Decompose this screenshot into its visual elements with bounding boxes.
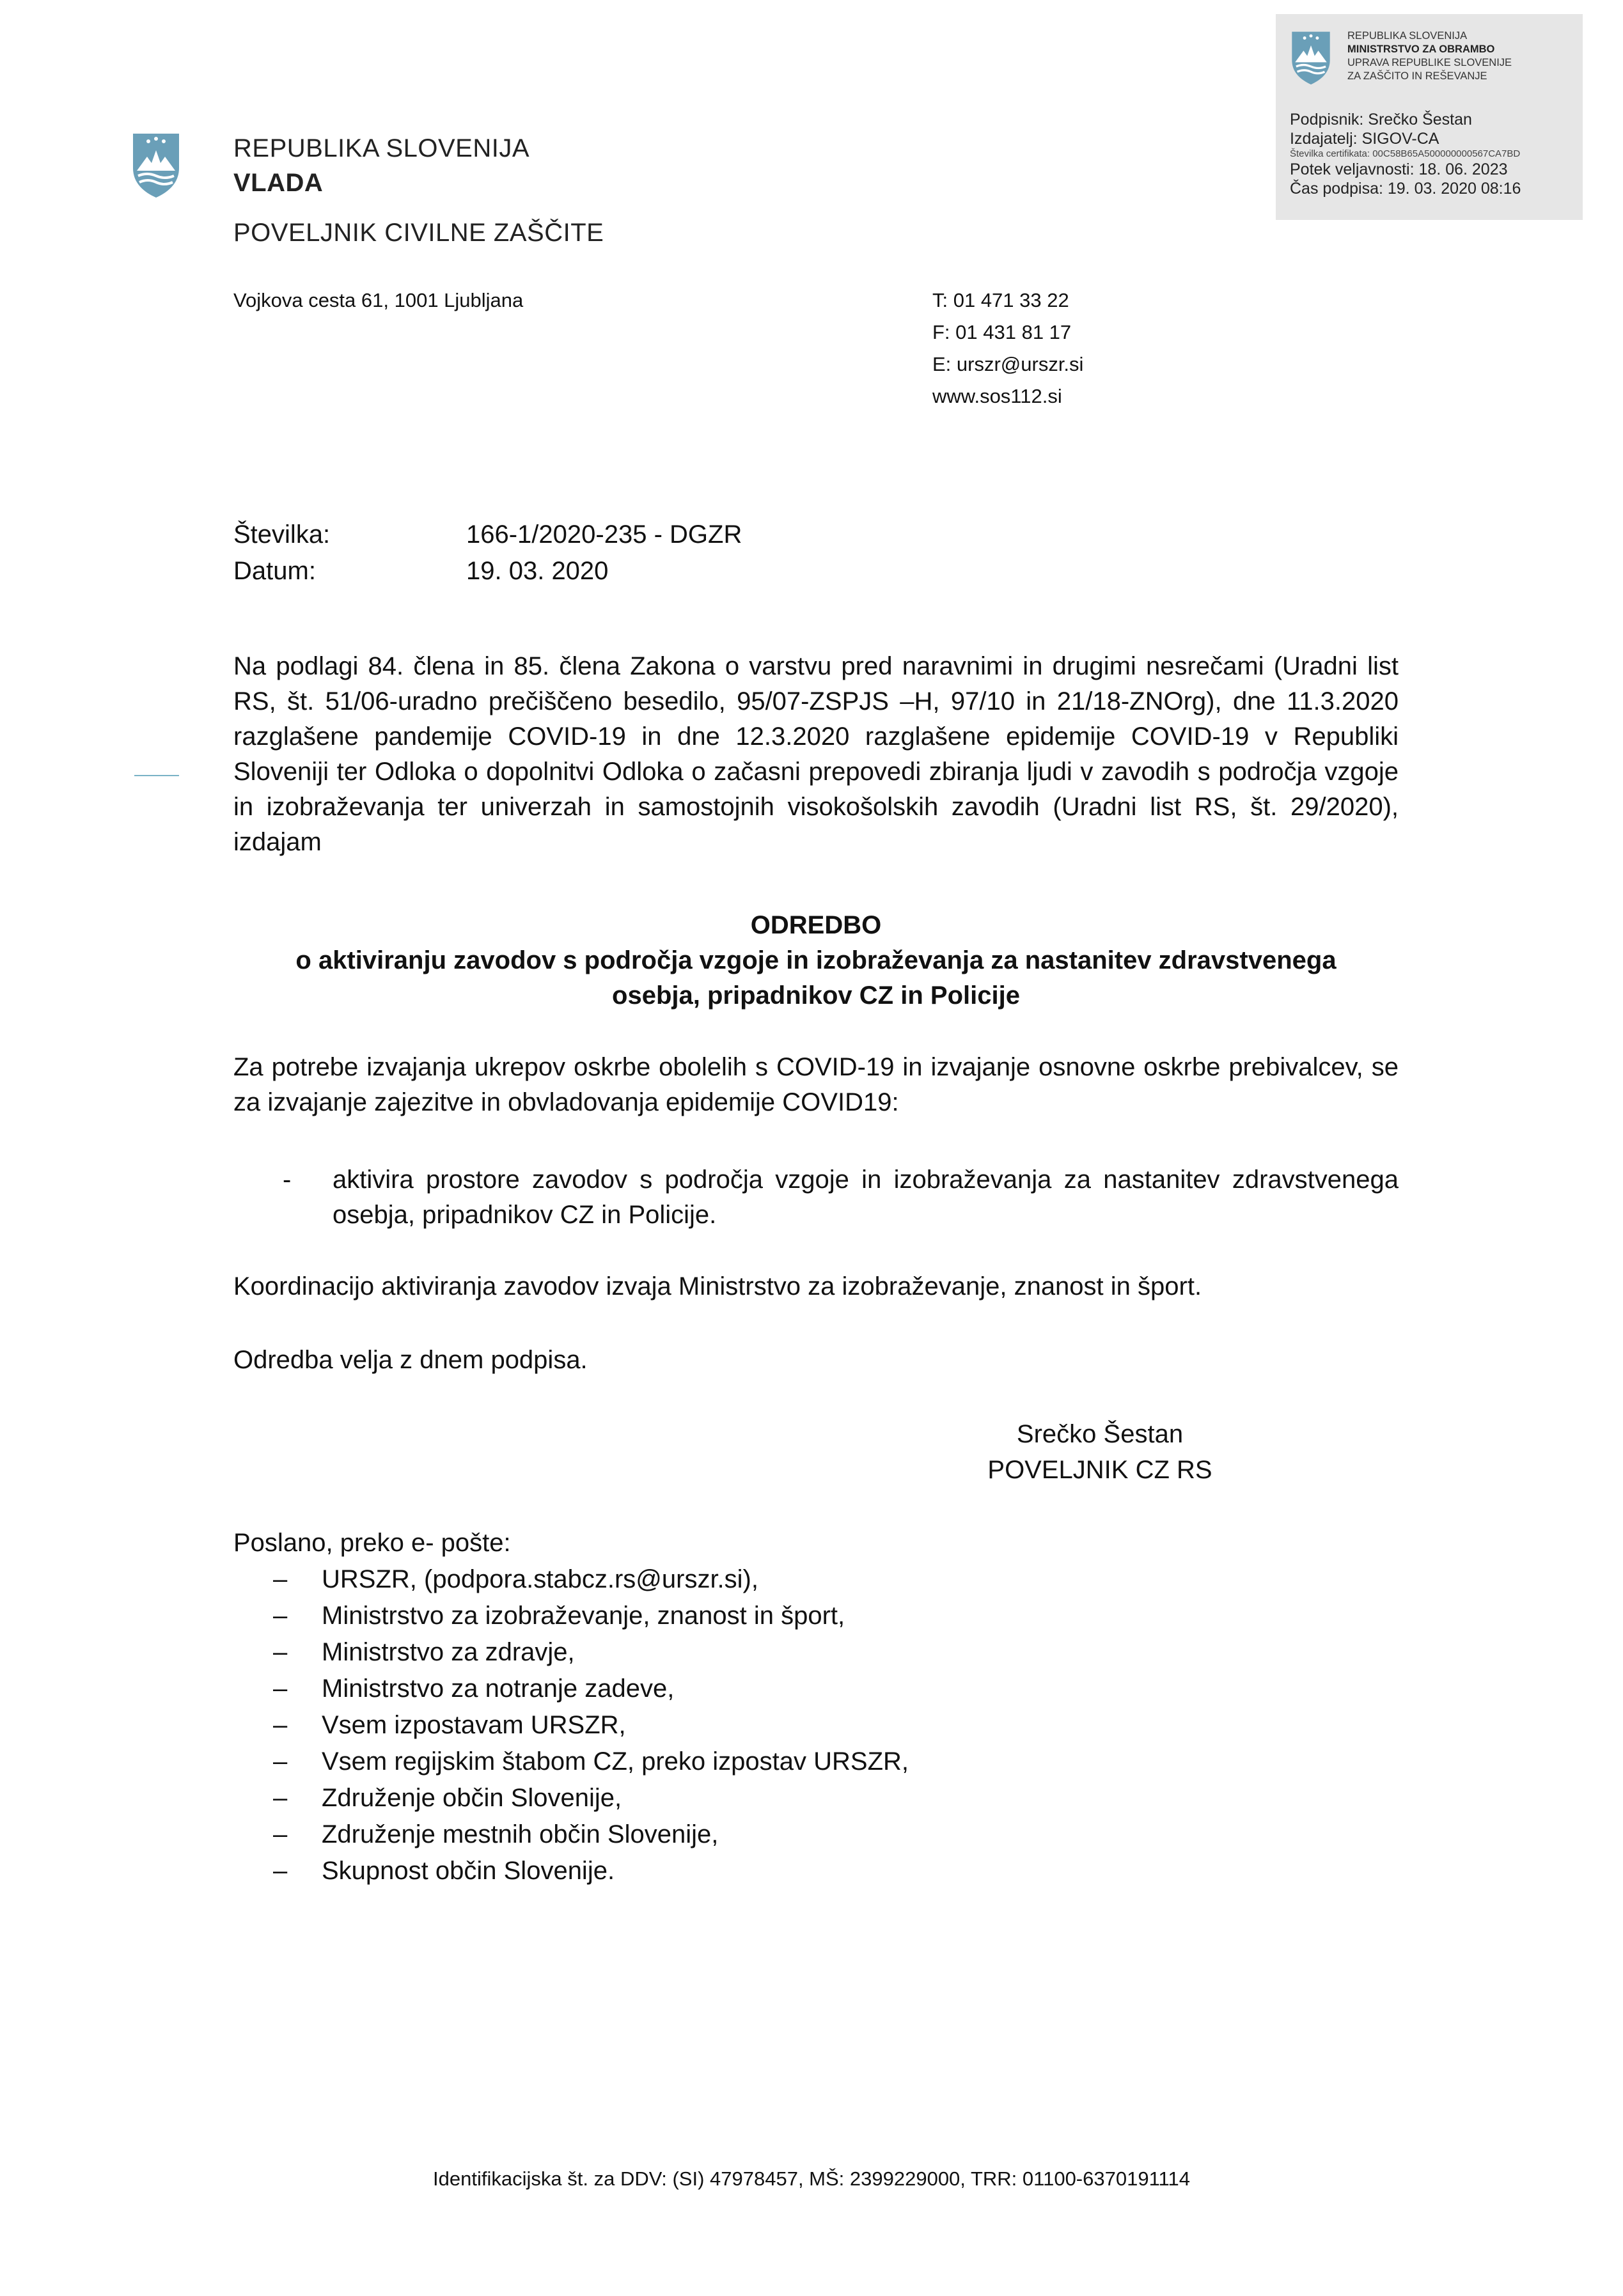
signer-name: Srečko Šestan [1016, 1420, 1184, 1448]
email: E: urszr@urszr.si [932, 353, 1084, 375]
coat-of-arms-icon [130, 131, 182, 199]
bullet-dash: - [283, 1166, 292, 1194]
signature-block [921, 1416, 1279, 1488]
list-item: – Ministrstvo za notranje zadeve, [273, 1675, 675, 1703]
letterhead [233, 131, 604, 250]
number-value: 166-1/2020-235 - DGZR [466, 520, 742, 549]
signer-role: POVELJNIK CZ RS [987, 1456, 1212, 1484]
stamp-sign-time: Čas podpisa: 19. 03. 2020 08:16 [1290, 180, 1521, 198]
address-block [233, 285, 523, 316]
stamp-org-line: REPUBLIKA SLOVENIJA [1347, 30, 1468, 42]
document-subtitle: o aktiviranju zavodov s področja vzgoje in izobraževanja za nastanitev zdravstvenega osebja, pripadnikov CZ in Policije [295, 946, 1337, 1010]
list-item: – Vsem izpostavam URSZR, [273, 1711, 626, 1739]
date-label: Datum: [233, 557, 316, 585]
stamp-signer: Podpisnik: Srečko Šestan [1290, 111, 1472, 129]
list-item [233, 1162, 1399, 1233]
list-item: – URSZR, (podpora.stabcz.rs@urszr.si), [273, 1565, 758, 1593]
purpose-paragraph: Za potrebe izvajanja ukrepov oskrbe obolelih s COVID-19 in izvajanje osnovne oskrbe prebivalcev, se za izvajanje zajezitve in obvladovanja epidemije COVID19: [233, 1053, 1399, 1116]
fax: F: 01 431 81 17 [932, 321, 1072, 343]
number-label: Številka: [233, 520, 331, 549]
intro-paragraph: Na podlagi 84. člena in 85. člena Zakona o varstvu pred naravnimi in drugimi nesrečami (Uradni list RS, št. 51/06-uradno prečiščeno besedilo, 95/07-ZSPJS –H, 97/10 in 21/18-ZNOrg), dne 11.3.2020 razglašene pandemije COVID-19 in dne 12.3.2020 razglašene epidemije COVID-19 v Republiki Sloveniji ter Odloka o dopolnitvi Odloka o začasni prepovedi zbiranja ljudi v zavodih s področja vzgoje in izobraževanja ter univerzah in samostojnih visokošolskih zavodih (Uradni list RS, št. 29/2020), izdajam [233, 652, 1399, 856]
phone: T: 01 471 33 22 [932, 289, 1069, 311]
distribution-list [233, 1525, 909, 1889]
list-item: – Ministrstvo za izobraževanje, znanost in šport, [273, 1602, 845, 1630]
date-value: 19. 03. 2020 [466, 557, 609, 585]
fold-mark [134, 775, 179, 776]
letterhead-republic: REPUBLIKA SLOVENIJA [233, 134, 530, 162]
document-title-block [233, 908, 1399, 1013]
distribution-label: Poslano, preko e- pošte: [233, 1529, 511, 1557]
stamp-validity: Potek veljavnosti: 18. 06. 2023 [1290, 160, 1508, 178]
stamp-details [1290, 110, 1521, 198]
address: Vojkova cesta 61, 1001 Ljubljana [233, 289, 524, 311]
footer-identification: Identifikacijska št. za DDV: (SI) 47978457, MŠ: 2399229000, TRR: 01100-6370191114 [433, 2167, 1190, 2190]
coordination-paragraph: Koordinacijo aktiviranja zavodov izvaja Ministrstvo za izobraževanje, znanost in šport. [233, 1272, 1202, 1300]
stamp-org-line: MINISTRSTVO ZA OBRAMBO [1347, 43, 1495, 55]
stamp-issuer: Izdajatelj: SIGOV-CA [1290, 130, 1439, 148]
list-item: – Skupnost občin Slovenije. [273, 1857, 615, 1885]
list-item: – Vsem regijskim štabom CZ, preko izpostav URSZR, [273, 1747, 909, 1776]
stamp-org-line: ZA ZAŠČITO IN REŠEVANJE [1347, 70, 1487, 82]
letterhead-government: VLADA [233, 169, 324, 197]
letterhead-unit: POVELJNIK CIVILNE ZAŠČITE [233, 219, 604, 247]
website: www.sos112.si [932, 385, 1062, 407]
list-item: – Združenje občin Slovenije, [273, 1784, 622, 1812]
bullet-text: aktivira prostore zavodov s področja vzgoje in izobraževanja za nastanitev zdravstvenega osebja, pripadnikov CZ in Policije. [333, 1166, 1399, 1229]
stamp-organization [1347, 29, 1512, 83]
stamp-org-line: UPRAVA REPUBLIKE SLOVENIJE [1347, 57, 1512, 68]
list-item: – Združenje mestnih občin Slovenije, [273, 1820, 719, 1848]
list-item: – Ministrstvo za zdravje, [273, 1638, 575, 1666]
document-title: ODREDBO [750, 911, 882, 939]
document-meta [233, 517, 742, 590]
validity-paragraph: Odredba velja z dnem podpisa. [233, 1346, 588, 1374]
contact-block [932, 285, 1083, 412]
coat-of-arms-icon [1290, 29, 1332, 86]
stamp-certificate: Številka certifikata: 00C58B65A500000000567CA7BD [1290, 148, 1521, 159]
digital-signature-stamp [1276, 14, 1583, 220]
